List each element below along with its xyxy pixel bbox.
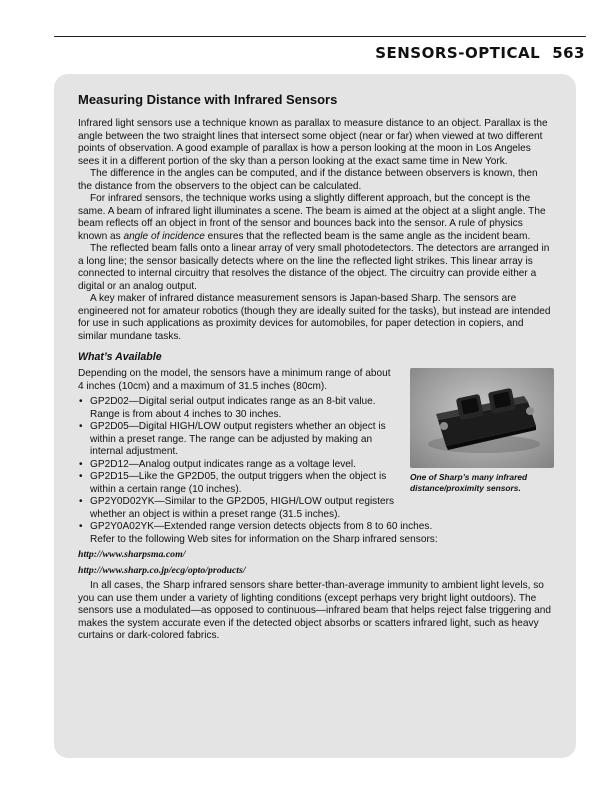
- para3-text-b: ensures that the reflected beam is the same angle as the incident beam.: [204, 230, 531, 242]
- page-number: 563: [552, 44, 585, 62]
- web-sites-intro: Refer to the following Web sites for information on the Sharp infrared sensors:: [90, 533, 438, 545]
- sensor-item-gp2d02: • GP2D02—Digital serial output indicates range as an 8-bit value. Range is from about 4 inches to 30 inches.: [90, 396, 554, 421]
- sensor-item-gp2y0d02yk: • GP2Y0D02YK—Similar to the GP2D05, HIGH/LOW output registers whether an object is within a preset range (31.5 inches).: [90, 496, 554, 521]
- sidebar-box: [54, 74, 576, 758]
- sensor-item-gp2y0a02yk: • GP2Y0A02YK—Extended range version detects objects from 8 to 60 inches.: [90, 521, 554, 534]
- para3-text-a: For infrared sensors, the technique works using a slightly different approach, but the concept is the same. A beam of infrared light illuminates a scene. The beam is aimed at the object at a slight angle. The beam reflects off an object in front of the sensor and bounces back into the sensor. A rule of physics known as: [78, 193, 546, 242]
- whats-available-heading: What’s Available: [78, 351, 162, 363]
- sidebar-content: [78, 92, 554, 643]
- paragraph-infrared-approach: [78, 193, 554, 243]
- sensor-item-gp2d05: • GP2D05—Digital HIGH/LOW output registers whether an object is within a preset range. The range can be adjusted by making an internal adjustment.: [90, 421, 554, 459]
- figure-caption: One of Sharp’s many infrared distance/proximity sensors.: [410, 472, 528, 493]
- paragraph-closing: In all cases, the Sharp infrared sensors share better-than-average immunity to ambient light levels, so you can use them under a variety of lighting conditions (except perhaps very bright light outdoors). The sensors use a modulated—as opposed to continuous—infrared beam that helps reject false triggering and makes the system accurate even if the detected object absorbs or scatters infrared light, such as heavy curtains or dark-colored fabrics.: [78, 580, 552, 641]
- section-title: SENSORS-OPTICAL: [375, 44, 541, 62]
- whats-available-section: [78, 351, 554, 643]
- sensor-list: [78, 396, 554, 534]
- header-rule: [54, 36, 586, 37]
- paragraph-parallax: Infrared light sensors use a technique known as parallax to measure distance to an object. Parallax is the angle between the two straight lines that intersect some object (near or far) when viewed at two different points of observation. A good example of parallax is how a person looking at the moon in Los Angeles sees it in a different portion of the sky than a person looking at the exact same time in New York.: [78, 118, 548, 167]
- para3-emphasis: angle of incidence: [123, 230, 205, 242]
- sensor-item-gp2d12: • GP2D12—Analog output indicates range as a voltage level.: [90, 459, 554, 472]
- wrap-area: [78, 368, 554, 643]
- whats-available-intro: Depending on the model, the sensors have a minimum range of about 4 inches (10cm) and a maximum of 31.5 inches (80cm).: [78, 368, 391, 392]
- paragraph-sharp: A key maker of infrared distance measurement sensors is Japan-based Sharp. The sensors are engineered not for amateur robotics (though they are ideally suited for the tasks), but instead are intended for use in such applications as proximity devices for automobiles, for paper detection in copiers, and similar mundane tasks.: [78, 293, 551, 342]
- sensor-item-gp2d15: • GP2D15—Like the GP2D05, the output triggers when the object is within a certain range (10 inches).: [90, 471, 554, 496]
- paragraph-photodetectors: The reflected beam falls onto a linear array of very small photodetectors. The detectors are arranged in a long line; the sensor basically detects where on the line the reflected light strikes. This linear array is connected to internal circuitry that resolves the distance of the object. The circuitry can provide either a digital or an analog output.: [78, 243, 550, 292]
- sidebar-title: Measuring Distance with Infrared Sensors: [78, 92, 338, 107]
- url-link-sharpsma[interactable]: http://www.sharpsma.com/: [78, 549, 186, 560]
- url-link-sharp-japan[interactable]: http://www.sharp.co.jp/ecg/opto/products/: [78, 564, 246, 576]
- paragraph-angles: The difference in the angles can be computed, and if the distance between observers is known, then the distance from the observers to the object can be calculated.: [78, 168, 538, 192]
- running-head: [375, 44, 585, 62]
